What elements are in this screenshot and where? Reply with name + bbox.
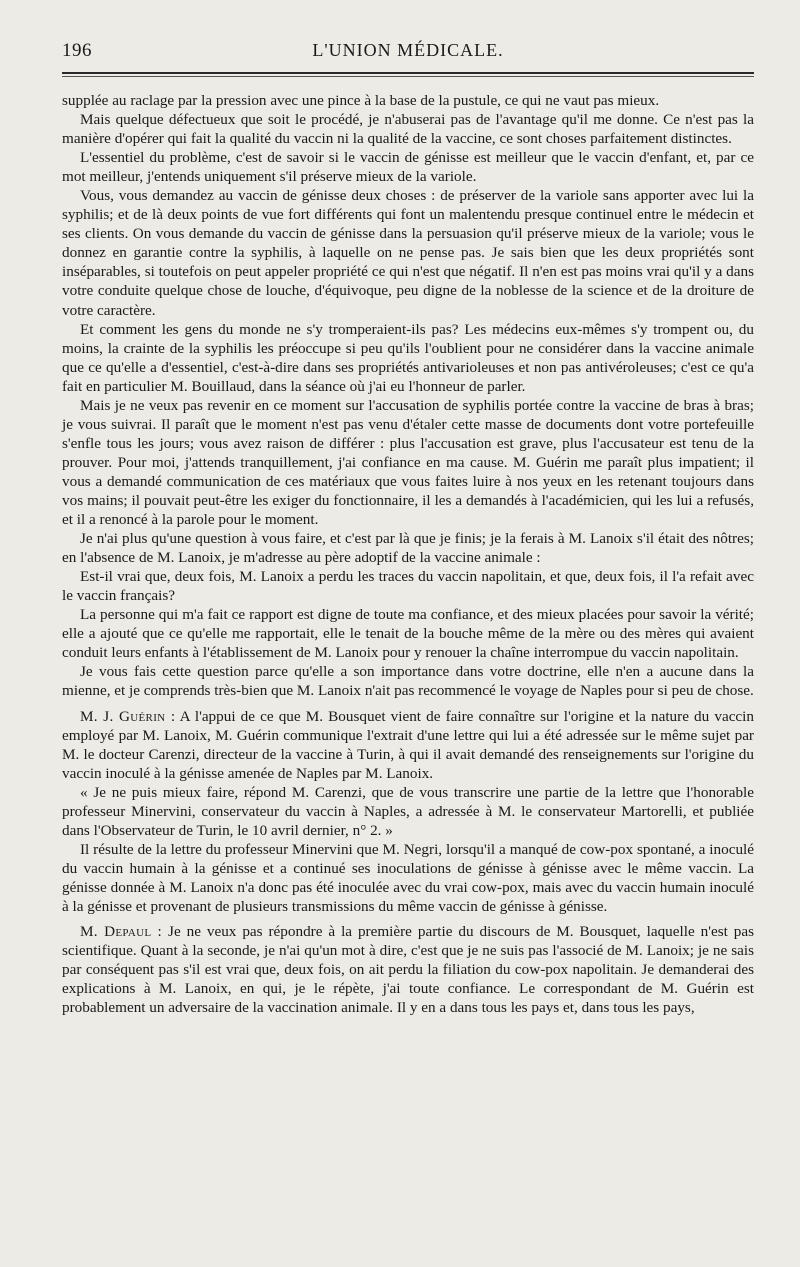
paragraph: L'essentiel du problème, c'est de savoir si le vaccin de génisse est meilleur que le vaccin d'enfant, et, par ce mot meilleur, j'entends uniquement s'il préserve mieux de la variole. <box>62 149 754 186</box>
paragraph: Mais quelque défectueux que soit le procédé, je n'abuserai pas de l'avantage qu'il me donne. Ce n'est pas la manière d'opérer qui fait la qualité du vaccin ni la qualité de la vaccine, ce sont choses parfaitement distinctes. <box>62 111 754 148</box>
speaker-name: M. Depaul : <box>80 923 163 941</box>
paragraph: Vous, vous demandez au vaccin de génisse deux choses : de préserver de la variole sans apporter avec lui la syphilis; et de là deux points de vue fort différents qui font un malentendu presque continuel entre le médecin et ses clients. On vous demande du vaccin de génisse dans la persuasion qu'il préserve mieux de la variole; vous le donnez en garantie contre la syphilis, à laquelle on ne pense pas. Je sais bien que les deux propriétés sont inséparables, si toutefois on peut appeler propriété ce qui n'est que négatif. Il n'en est pas moins vrai qu'il y a dans votre conduite quelque chose de louche, d'équivoque, peu digne de la noblesse de la science et de la droiture de votre caractère. <box>62 187 754 319</box>
paragraph: Je vous fais cette question parce qu'elle a son importance dans votre doctrine, elle n'en a aucune dans la mienne, et je comprends très-bien que M. Lanoix n'ait pas recommencé le voyage de Naples pour si peu de chose. <box>62 663 754 700</box>
paragraph-depaul <box>62 922 754 1017</box>
paragraph: Je n'ai plus qu'une question à vous faire, et c'est par là que je finis; je la ferais à M. Lanoix s'il était des nôtres; en l'absence de M. Lanoix, je m'adresse au père adoptif de la vaccine animale : <box>62 530 754 567</box>
running-title: L'UNION MÉDICALE. <box>312 40 504 60</box>
paragraph: Et comment les gens du monde ne s'y tromperaient-ils pas? Les médecins eux-mêmes s'y trompent ou, du moins, la crainte de la syphilis les préoccupe si peu qu'ils l'oublient pour ne considérer dans la vaccine animale que ce qu'elle a d'essentiel, c'est-à-dire dans ses propriétés antivarioleuses et non pas antivéroleuses; c'est ce qu'a fait en particulier M. Bouillaud, dans la séance où j'ai eu l'honneur de parler. <box>62 320 754 395</box>
paragraph-text: Je ne veux pas répondre à la première partie du discours de M. Bousquet, laquelle n'est pas scientifique. Quant à la seconde, je n'ai qu'un mot à dire, c'est que je ne suis pas l'associé de M. Lanoix; je ne sais par conséquent pas s'il est vrai que, deux fois, on ait perdu la filiation du cow-pox napolitain. Je demanderai des explications à M. Lanoix, en qui, je le répète, j'ai toute confiance. Le correspondant de M. Guérin est probablement un adversaire de la vaccination animale. Il y en a dans tous les pays et, dans tous les pays, <box>62 923 754 1017</box>
page-header <box>62 36 754 70</box>
paragraph: « Je ne puis mieux faire, répond M. Carenzi, que de vous transcrire une partie de la lettre que l'honorable professeur Minervini, conservateur du vaccin à Naples, a adressée à M. le conservateur Martorelli, et publiée dans l'Observateur de Turin, le 10 avril dernier, n° 2. » <box>62 783 754 839</box>
paragraph: La personne qui m'a fait ce rapport est digne de toute ma confiance, et des mieux placées pour savoir la vérité; elle a ajouté que ce qu'elle me rapportait, elle le tenait de la bouche même de la mère ou des mères qui avaient conduit leurs enfants à l'établissement de M. Lanoix pour y renouer la chaîne interrompue du vaccin napolitain. <box>62 606 754 662</box>
header-rule <box>62 72 754 77</box>
paragraph: Est-il vrai que, deux fois, M. Lanoix a perdu les traces du vaccin napolitain, et que, deux fois, il l'a refait avec le vaccin français? <box>62 568 754 605</box>
article-body <box>62 91 754 1017</box>
paragraph-text: A l'appui de ce que M. Bousquet vient de faire connaître sur l'origine et la nature du vaccin employé par M. Lanoix, M. Guérin communique l'extrait d'une lettre qui lui a été adressée sur le même sujet par M. le docteur Carenzi, directeur de la vaccine à Turin, à qui il avait demandé des renseignements sur l'origine du vaccin inoculé à la génisse amenée de Naples par M. Lanoix. <box>62 707 754 782</box>
paragraph-guerin <box>62 707 754 783</box>
paragraph: supplée au raclage par la pression avec une pince à la base de la pustule, ce qui ne vaut pas mieux. <box>62 92 660 109</box>
speaker-name: M. J. Guérin : <box>80 707 176 725</box>
paragraph: Mais je ne veux pas revenir en ce moment sur l'accusation de syphilis portée contre la vaccine de bras à bras; je vous suivrai. Il paraît que le moment n'est pas venu d'étaler cette masse de documents dont votre portefeuille s'enfle tous les jours; vous avez raison de différer : plus l'accusation est grave, plus l'accusateur est tenu de la prouver. Pour moi, j'attends tranquillement, j'ai confiance en ma cause. M. Guérin me paraît plus impatient; il vous a demandé communication de ces matériaux que vous faites luire à nos yeux en les retenant toujours dans vos mains; il pouvait peut-être les exiger du fonctionnaire, il les a demandés à l'académicien, qui les lui a refusés, et il a renoncé à la parole pour le moment. <box>62 396 754 529</box>
page-number: 196 <box>62 40 92 61</box>
paragraph: Il résulte de la lettre du professeur Minervini que M. Negri, lorsqu'il a manqué de cow-pox spontané, a inoculé du vaccin humain à la génisse et a continué ses inoculations de génisse à génisse avec le même vaccin. La génisse donnée à M. Lanoix n'a donc pas été inoculée avec du vrai cow-pox, mais avec du vaccin humain inoculé à la génisse et provenant de plusieurs transmissions du même vaccin de génisse à génisse. <box>62 840 754 915</box>
